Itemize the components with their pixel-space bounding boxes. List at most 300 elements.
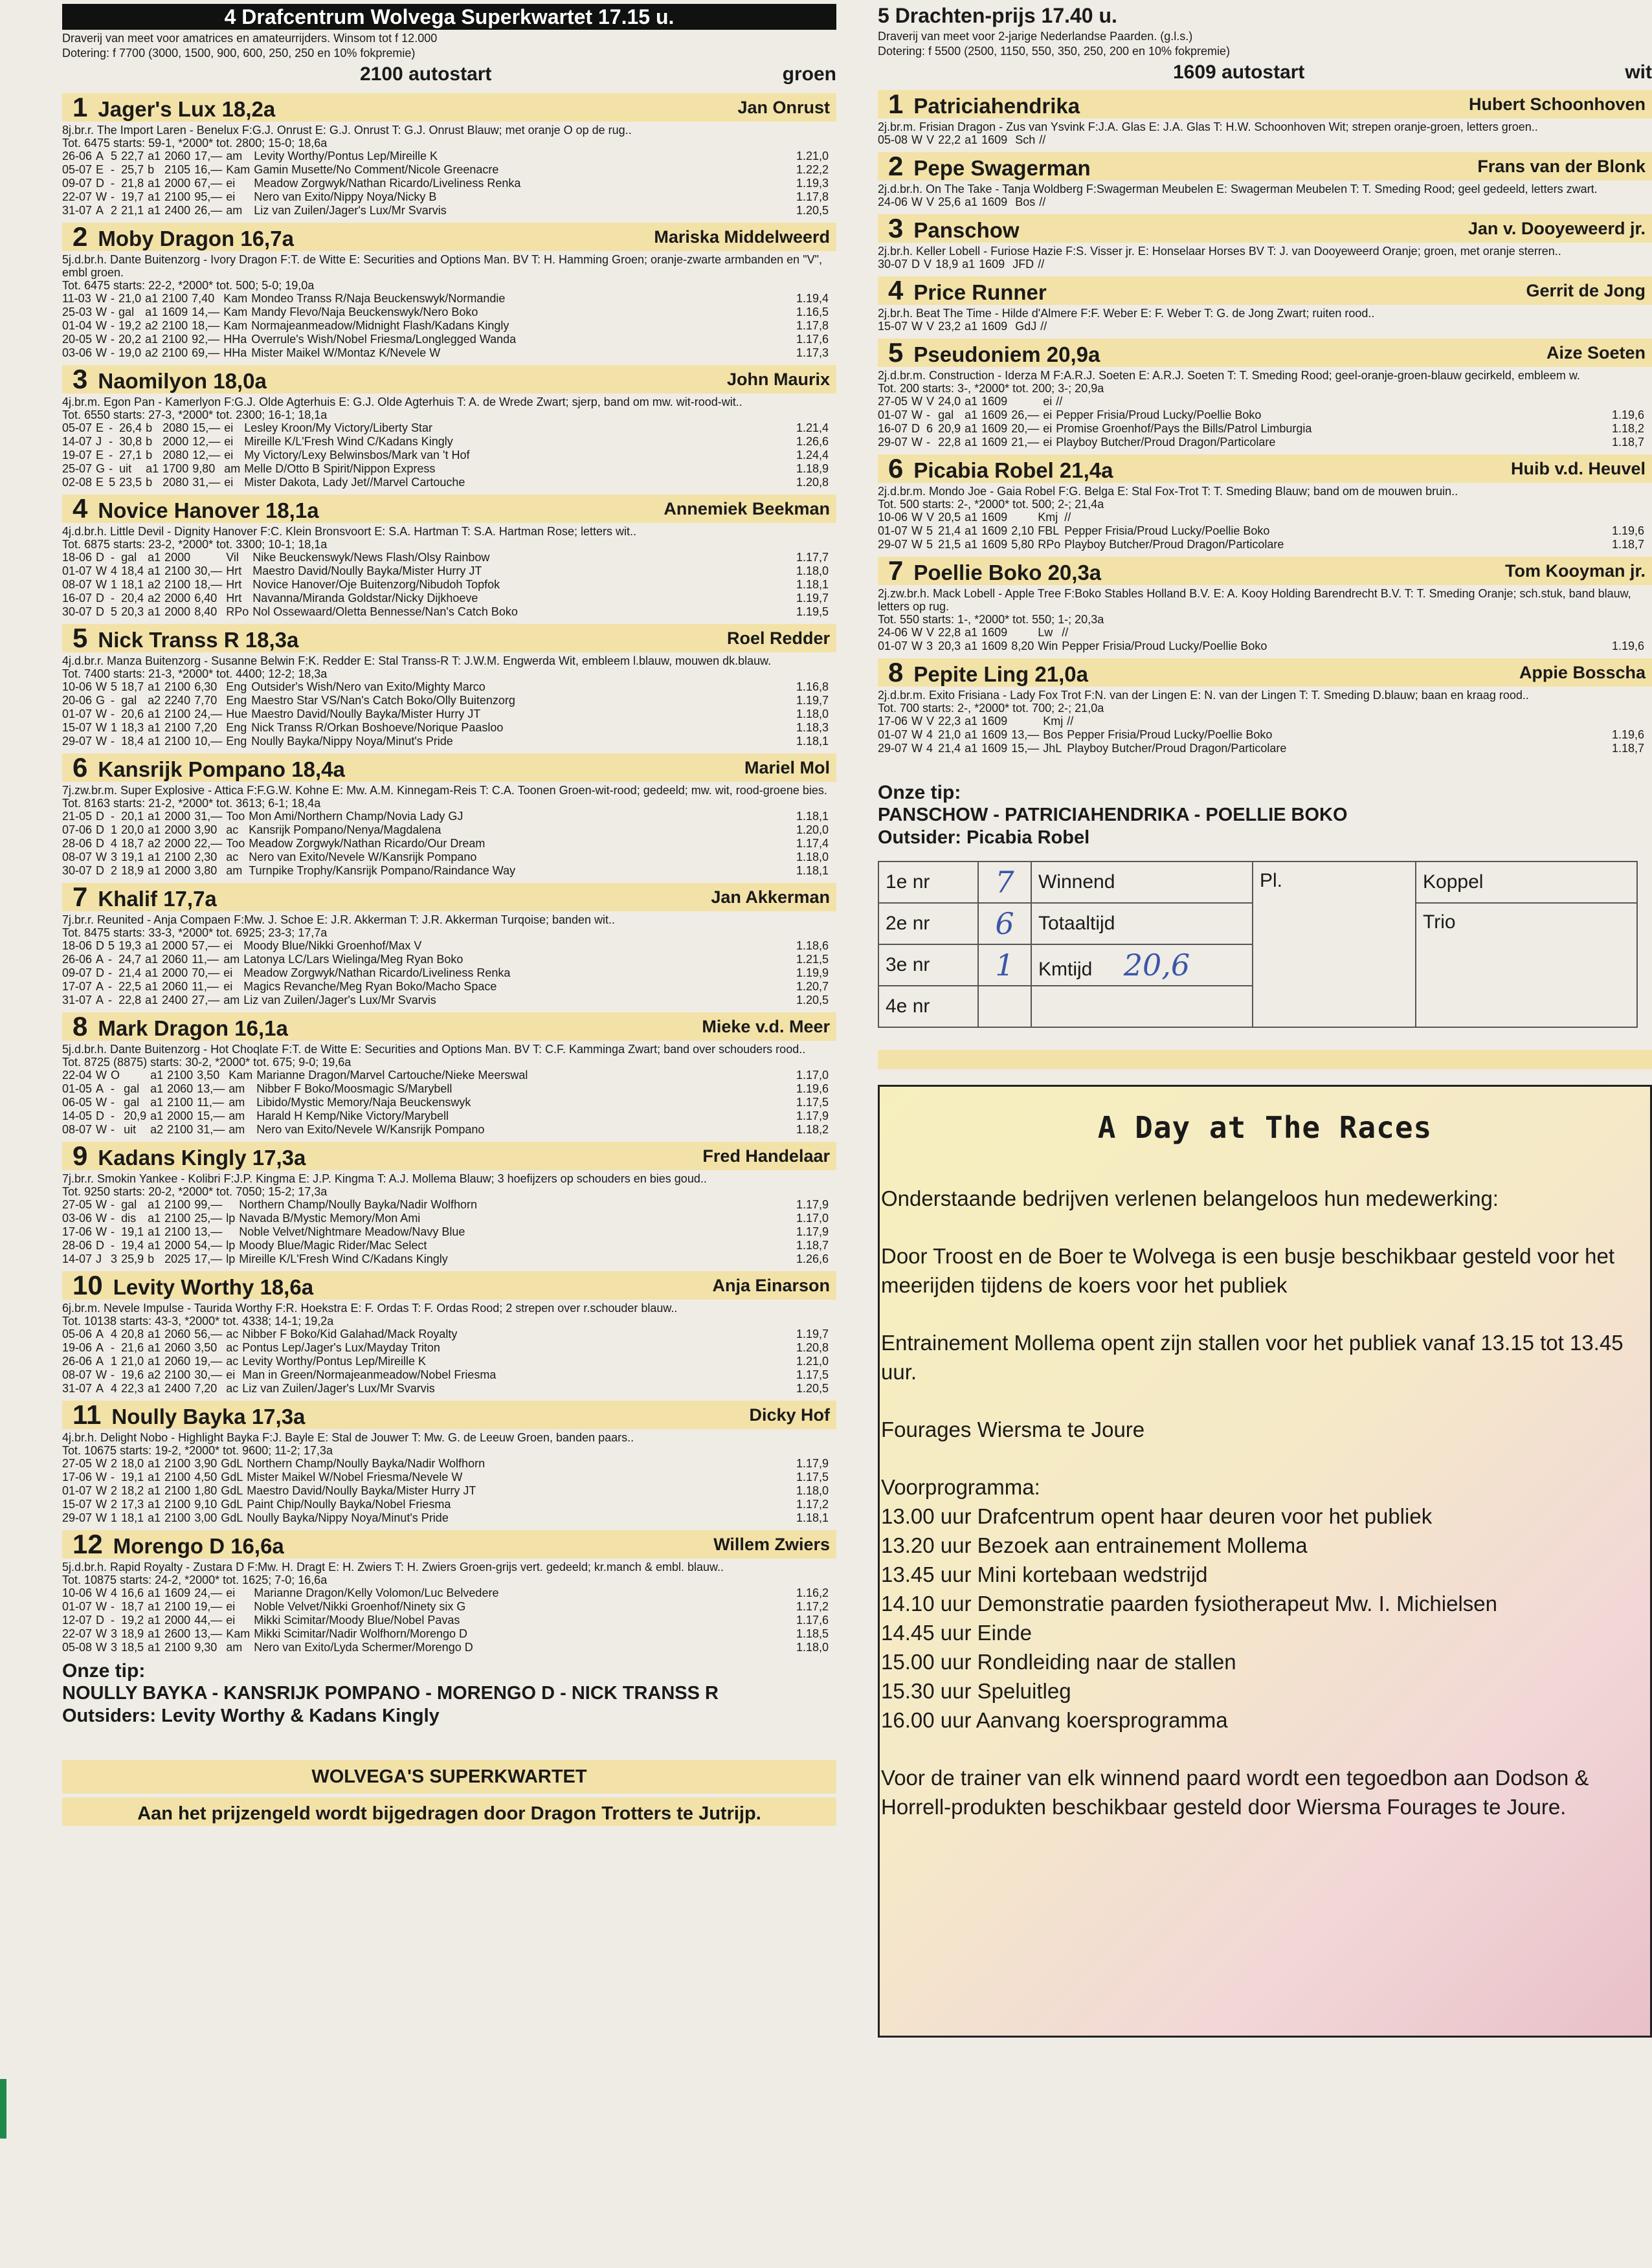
horse-title [888, 453, 1113, 484]
race-history-cell: 1.20,5 [796, 1382, 829, 1395]
race-history-cell: 6 [926, 422, 933, 435]
race-history-table [878, 195, 1652, 209]
race-history-cell: a1 [150, 1096, 164, 1109]
race-history-cell: - [111, 190, 115, 203]
race-history-row [62, 435, 836, 449]
race-history-row [62, 163, 836, 177]
horse-driver: Gerrit de Jong [1526, 280, 1646, 300]
race-history-cell: 1.17,9 [796, 1109, 829, 1122]
race-history-cell: Lesley Kroon/My Victory/Liberty Star [244, 421, 433, 434]
race-history-cell: 18,2 [121, 1484, 144, 1497]
race-history-cell: 2100 [164, 1484, 191, 1497]
race-history-cell: 20,3 [938, 639, 961, 652]
race-history-cell: gal [121, 1198, 137, 1211]
race-history-cell: 20,5 [938, 511, 961, 524]
race-history-cell: ac [226, 1341, 239, 1354]
race-history-cell: a1 [148, 810, 161, 823]
race-history-cell [1644, 133, 1652, 147]
race-history-cell: 15-07 [878, 320, 908, 333]
race-history-cell: uit [119, 462, 132, 475]
race-history-cell: 12,— [192, 435, 221, 448]
race-history-cell: 9,80 [192, 462, 216, 475]
horse-description: 4j.d.br.h. Little Devil - Dignity Hanover F:C. Klein Bronsvoort E: S.A. Hartman T: S.A. Hartman Rose; letters wit.. Tot. 6875 starts: 23-2, *2000* tot. 3300; 10-1; 18,1a [62, 525, 636, 551]
race-history-cell: GdL [221, 1498, 243, 1511]
race-history-cell: 1.18,6 [796, 939, 829, 952]
race-history-row [62, 980, 836, 994]
race-history-cell: - [108, 994, 113, 1006]
form-field-2: Totaaltijd [1031, 903, 1253, 944]
race-history-cell: 31-07 [62, 204, 93, 217]
race-history-cell: D [96, 1239, 105, 1252]
horse-number: 1 [888, 89, 904, 119]
horse-driver: Mariel Mol [744, 757, 830, 777]
race-history-cell: 5,80 [1011, 538, 1034, 551]
race-history-cell: Kansrijk Pompano/Nenya/Magdalena [249, 823, 441, 836]
race-history-cell: a1 [148, 1498, 161, 1511]
race-history-cell: a1 [148, 864, 161, 877]
form-hand-2[interactable]: 6 [978, 903, 1031, 944]
race-history-cell: 22,7 [121, 150, 144, 162]
race-history-cell: a1 [965, 436, 978, 449]
race-history-cell: am [226, 864, 243, 877]
race-history-cell: E [96, 421, 104, 434]
race-4-color: groen [782, 63, 836, 85]
race-history-cell: 01-07 [62, 1600, 93, 1613]
race-5-conditions: Draverij van meet voor 2-jarige Nederlandse Paarden. (g.l.s.) [878, 30, 1193, 43]
race-history-table [878, 320, 1652, 333]
race-history-cell: am [229, 1109, 245, 1122]
race-history-cell: 1.18,2 [1611, 422, 1644, 435]
horse-number: 8 [73, 1011, 88, 1041]
race-history-cell: a1 [145, 980, 159, 993]
race-history-cell: a1 [965, 626, 978, 639]
horse-description: 2j.br.h. Beat The Time - Hilde d'Almere F:F. Weber E: F. Weber T: G. de Jong Zwart; ruiten rood.. [878, 307, 1375, 320]
race-history-cell: 1.18,9 [796, 462, 829, 475]
race-history-cell: W [96, 1600, 107, 1613]
race-history-cell: 18,1 [121, 1511, 144, 1524]
race-history-cell: Pepper Frisia/Proud Lucky/Poellie Boko [1067, 728, 1273, 741]
race-history-cell: A [96, 150, 104, 162]
horse-number: 8 [888, 657, 904, 687]
race-history-cell: 20,0 [121, 823, 144, 836]
race-history-cell: 22,— [194, 837, 223, 850]
race-history-cell: W [96, 292, 107, 305]
race-history-row [878, 436, 1652, 449]
race-history-cell: 1.18,3 [796, 721, 829, 734]
race-history-cell: 2600 [164, 1627, 191, 1640]
race-history-cell: 5 [926, 524, 933, 537]
race-history-cell: Kam [223, 306, 248, 318]
race-history-row [62, 1382, 836, 1395]
race-history-cell: 30-07 [62, 605, 93, 618]
race-history-cell: ei [1043, 395, 1053, 408]
form-hand-3[interactable]: 1 [978, 944, 1031, 986]
race-history-cell: a1 [965, 195, 978, 208]
race-history-row [878, 626, 1652, 639]
race-history-cell: W [96, 1096, 107, 1109]
horse-driver: Huib v.d. Heuvel [1510, 458, 1646, 478]
race-history-table [62, 680, 836, 748]
race-history-cell: 22,8 [938, 626, 961, 639]
race-history-cell: 1.18,1 [796, 810, 829, 823]
race-history-cell: 1.17,2 [796, 1600, 829, 1613]
race-history-cell: a2 [148, 578, 161, 591]
race-history-cell: 4,50 [194, 1471, 218, 1484]
race-history-cell: - [111, 1614, 115, 1627]
race-history-cell: W [911, 511, 923, 524]
horse-title [888, 275, 1047, 306]
race-history-cell: V [926, 511, 935, 524]
race-history-cell: D [96, 605, 105, 618]
race-history-cell: 29-07 [62, 1511, 93, 1524]
race-history-cell: 26,— [194, 204, 223, 217]
race-history-cell: 1.17,9 [796, 1457, 829, 1470]
race-history-cell: 22,8 [938, 436, 961, 449]
race-history-cell: 21,0 [938, 728, 961, 741]
form-label-2: 2e nr [878, 903, 978, 944]
race-history-cell: 24,7 [118, 953, 142, 966]
race-history-cell: 22,3 [938, 715, 961, 728]
race-history-cell: 5 [111, 680, 118, 693]
race-history-cell: 07-06 [62, 823, 93, 836]
race-history-cell: 2060 [164, 1328, 191, 1340]
race-history-cell: Eng [226, 735, 247, 748]
race-history-table [62, 1069, 836, 1137]
race-history-cell: 1.21,0 [796, 1355, 829, 1368]
race-history-cell: Hrt [226, 592, 242, 605]
race-history-cell: 9,30 [194, 1641, 218, 1654]
race-history-cell: 2100 [164, 735, 191, 748]
race-history-cell: a1 [148, 564, 161, 577]
race-history-cell: a2 [148, 592, 161, 605]
horse-title [73, 1399, 305, 1430]
race-history-cell: a1 [148, 551, 161, 564]
race-history-cell: - [111, 1096, 115, 1109]
race-history-cell: a1 [148, 1239, 161, 1252]
race-history-cell: Mandy Flevo/Naja Beuckenswyk/Nero Boko [251, 306, 478, 318]
race-history-cell: A [96, 953, 104, 966]
race-history-cell: 1.17,8 [796, 190, 829, 203]
race-history-cell: - [926, 408, 931, 421]
race-history-cell: 2000 [164, 177, 191, 190]
form-koppel: Koppel [1416, 862, 1637, 903]
form-field-4 [1031, 986, 1253, 1027]
horse-title [73, 92, 275, 123]
race-history-cell: 2100 [164, 1225, 191, 1238]
race-history-cell: W [96, 850, 107, 863]
horse-header [878, 339, 1652, 367]
race-history-cell: Normajeanmeadow/Midnight Flash/Kadans Kingly [251, 319, 509, 332]
race-history-cell: 20,8 [121, 1328, 144, 1340]
race-history-cell: Turnpike Trophy/Kansrijk Pompano/Raindance Way [249, 864, 516, 877]
race-history-cell: 2000 [164, 1239, 191, 1252]
race-history-cell: - [111, 177, 115, 190]
race-history-cell: W [911, 133, 923, 146]
race-5-start-row [878, 61, 1652, 83]
race-history-cell: 1.20,7 [796, 980, 829, 993]
race-history-cell: W [96, 1484, 107, 1497]
race-history-cell: GdL [221, 1471, 243, 1484]
race-history-cell: 3,80 [194, 864, 218, 877]
race-history-row [62, 864, 836, 878]
race-history-cell: 2060 [164, 150, 191, 162]
race-history-table [878, 626, 1652, 653]
race-history-cell: 13,— [194, 1225, 223, 1238]
race-4-tip-block [62, 1660, 836, 1728]
race-history-cell: 5 [108, 939, 115, 952]
race-history-row [62, 1614, 836, 1627]
race-history-cell: 3 [111, 850, 118, 863]
race-history-cell: 1.19,7 [796, 694, 829, 707]
race-history-cell: ei [223, 980, 233, 993]
race-history-cell: D [96, 1614, 105, 1627]
race-history-cell: 1.18,0 [796, 564, 829, 577]
horse-entry [878, 658, 1652, 755]
race-history-cell: W [96, 306, 107, 318]
ad-program-item: 14.10 uur Demonstratie paarden fysiotherapeut Mw. I. Michielsen [881, 1592, 1498, 1616]
horse-driver: John Maurix [726, 369, 830, 389]
race-history-cell: 1609 [979, 258, 1005, 271]
race-history-cell: Kam [226, 163, 251, 176]
race-history-cell: ei [226, 177, 236, 190]
race-history-cell: 1.17,8 [796, 319, 829, 332]
race-history-row [62, 1355, 836, 1368]
race-history-cell: 5 [109, 476, 116, 489]
horse-entry [878, 90, 1652, 147]
race-history-cell: J [96, 435, 102, 448]
horse-title [73, 364, 267, 395]
race-history-cell: ei [224, 435, 234, 448]
race-history-cell: 21,0 [121, 1355, 144, 1368]
race-history-cell: 1609 [981, 715, 1008, 728]
horse-entry [878, 339, 1652, 449]
race-history-cell: Harald H Kemp/Nike Victory/Marybell [256, 1109, 449, 1122]
race-history-cell: D [96, 551, 105, 564]
race-history-cell: - [111, 1368, 115, 1381]
race-history-cell: 1.21,5 [796, 953, 829, 966]
race-history-row [62, 292, 836, 306]
race-history-cell: 2100 [164, 578, 191, 591]
form-hand-4[interactable] [978, 986, 1031, 1027]
race-history-row [62, 1328, 836, 1341]
race-history-cell: - [111, 1341, 115, 1354]
race-history-cell: 25-07 [62, 462, 93, 475]
race-history-cell: - [111, 1471, 115, 1484]
race-history-cell: a1 [145, 939, 159, 952]
race-history-cell: ac [226, 1382, 239, 1395]
race-history-table [62, 1198, 836, 1266]
race-history-cell: - [111, 333, 115, 346]
race-history-cell: ei [224, 421, 234, 434]
race-history-cell: 28-06 [62, 1239, 93, 1252]
horse-description: 5j.d.br.h. Rapid Royalty - Zustara D F:Mw. H. Dragt E: H. Zwiers T: H. Zwiers Groen-grijs vert. gedeeld; kr.manch & embl. blauw.. Tot. 10875 starts: 24-2, *2000* tot. 1625; 7-0; 16,6a [62, 1561, 724, 1586]
race-history-cell: lp [226, 1212, 236, 1225]
race-history-cell: W [96, 1586, 107, 1599]
race-history-cell: 29-07 [62, 735, 93, 748]
race-history-cell: 20,9 [938, 422, 961, 435]
form-field-3-hand[interactable]: 20,6 [1123, 948, 1190, 983]
race-history-cell: a1 [148, 721, 161, 734]
race-history-cell: a1 [148, 850, 161, 863]
race-history-cell: Win [1038, 639, 1058, 652]
horse-description: 2j.d.br.m. Mondo Joe - Gaia Robel F:G. Belga E: Stal Fox-Trot T: T. Smeding Blauw; band om de mouwen bruin.. Tot. 500 starts: 2-, *2000* tot. 500; 2-; 21,4a [878, 485, 1458, 511]
form-field-3-label: Kmtijd [1038, 959, 1093, 980]
race-5-horse-list [878, 90, 1652, 755]
race-history-cell: W [96, 346, 107, 359]
race-history-row [62, 1457, 836, 1471]
race-history-cell: RPo [1038, 538, 1061, 551]
race-history-cell: ac [226, 1328, 239, 1340]
race-history-cell: // [1040, 320, 1047, 333]
race-history-cell: Overrule's Wish/Nobel Friesma/Longlegged Wanda [251, 333, 517, 346]
race-history-cell: dis [121, 1212, 137, 1225]
race-history-cell: 2000 [164, 864, 191, 877]
race-history-cell: Magics Revanche/Meg Ryan Boko/Macho Space [243, 980, 497, 993]
horse-entry [878, 276, 1652, 333]
race-history-cell: 09-07 [62, 966, 93, 979]
horse-entry [62, 1012, 836, 1137]
race-history-cell: Northern Champ/Noully Bayka/Nadir Wolfhorn [239, 1198, 478, 1211]
race-history-cell: 12,— [192, 449, 221, 461]
race-history-cell: am [229, 1096, 245, 1109]
race-history-cell: V [926, 133, 935, 146]
race-history-cell: Meadow Zorgwyk/Nathan Ricardo/Liveliness Renka [254, 177, 521, 190]
race-history-cell: 1.19,7 [796, 1328, 829, 1340]
race-history-row [62, 1484, 836, 1498]
race-history-cell: 1 [111, 578, 118, 591]
horse-name: Price Runner [913, 280, 1047, 304]
race-history-cell: 1.17,0 [796, 1069, 829, 1082]
race-history-cell: Nike Beuckenswyk/News Flash/Olsy Rainbow [252, 551, 490, 564]
race-history-cell: ei [226, 190, 236, 203]
horse-name: Poellie Boko 20,3a [913, 561, 1102, 584]
race-history-cell: D [96, 810, 105, 823]
race-history-cell: 56,— [194, 1328, 223, 1340]
race-history-cell: 18-06 [62, 939, 93, 952]
race-history-table [878, 258, 1652, 271]
race-history-cell: 14-07 [62, 1252, 93, 1265]
race-history-cell: Nick Transs R/Orkan Boshoeve/Norique Paasloo [251, 721, 504, 734]
race-history-cell: W [96, 1198, 107, 1211]
race-history-cell: A [96, 1082, 104, 1095]
race-history-cell: Nibber F Boko/Moosmagic S/Marybell [256, 1082, 452, 1095]
horse-name: Levity Worthy 18,6a [113, 1275, 314, 1299]
horse-entry [62, 1401, 836, 1525]
race-history-cell: ei [224, 449, 234, 461]
horse-title [73, 1011, 288, 1042]
race-history-cell: - [111, 1212, 115, 1225]
horse-title [73, 623, 298, 654]
race-history-cell: Bos [1015, 195, 1036, 208]
horse-entry [878, 152, 1652, 209]
horse-number: 2 [888, 151, 904, 181]
race-history-cell: 7,70 [194, 694, 218, 707]
horse-description: 7j.zw.br.m. Super Explosive - Attica F:F.G.W. Kohne E: Mw. A.M. Kinnegam-Reis T: C.A. Toonen Groen-wit-rood; gedeeld; mw. wit, rood-groene bies. Tot. 8163 starts: 21-2, *2000* tot. 3613; 6-1; 18,4a [62, 784, 827, 810]
horse-description: 5j.d.br.h. Dante Buitenzorg - Ivory Dragon F:T. de Witte E: Securities and Options Man. BV T: H. Hamming Groen; oranje-zwarte armbanden en "V", embl groen. Tot. 6475 starts: 22-2, *2000* tot. 500; 5-0; 19,0a [62, 253, 822, 292]
horse-number: 5 [73, 623, 88, 653]
race-history-cell: 2 [111, 1457, 118, 1470]
horse-title [888, 151, 1091, 182]
race-history-cell: a2 [148, 694, 161, 707]
race-history-cell: - [111, 694, 115, 707]
race-history-cell: FBL [1038, 524, 1060, 537]
race-history-cell: a2 [148, 1368, 161, 1381]
race-history-cell: 18,7 [121, 680, 144, 693]
race-history-cell: 2 [111, 1484, 118, 1497]
race-history-cell: 2060 [162, 953, 188, 966]
race-history-row [62, 939, 836, 953]
race-history-row [62, 1368, 836, 1382]
race-history-cell: 5 [926, 538, 933, 551]
horse-number: 2 [73, 221, 88, 252]
race-history-row [878, 422, 1652, 436]
race-history-cell: a1 [145, 994, 159, 1006]
race-history-cell: a2 [145, 319, 159, 332]
horse-header [62, 1142, 836, 1170]
race-history-row [878, 639, 1652, 653]
race-history-row [62, 850, 836, 864]
race-history-cell: - [108, 980, 113, 993]
race-history-cell: 19,7 [121, 190, 144, 203]
horse-number: 10 [73, 1270, 103, 1300]
form-hand-1[interactable]: 7 [978, 862, 1031, 903]
race-history-cell: 1609 [162, 306, 188, 318]
race-history-cell: 21,— [1011, 436, 1040, 449]
race-history-cell: 70,— [192, 966, 220, 979]
race-history-cell: b [146, 476, 153, 489]
race-history-cell: 23,2 [938, 320, 961, 333]
race-history-cell: // [1067, 715, 1074, 728]
race-history-cell: 22-07 [62, 190, 93, 203]
horse-entry [62, 495, 836, 619]
race-history-cell: // [1039, 133, 1046, 146]
race-history-cell: 9,10 [194, 1498, 218, 1511]
race-history-row [62, 476, 836, 489]
race-history-cell: a1 [965, 422, 978, 435]
horse-name: Khalif 17,7a [98, 887, 217, 911]
race-history-cell: Liz van Zuilen/Jager's Lux/Mr Svarvis [254, 204, 447, 217]
race-history-cell: 27,1 [119, 449, 142, 461]
race-history-cell: 2000 [162, 435, 189, 448]
race-history-cell: 26,4 [119, 421, 142, 434]
race-history-cell: ei [226, 1600, 236, 1613]
race-history-cell: A [96, 994, 104, 1006]
race-history-cell: 19,6 [121, 1368, 144, 1381]
race-history-cell: a1 [148, 1484, 161, 1497]
race-history-cell: W [96, 319, 107, 332]
race-history-row [62, 1225, 836, 1239]
race-history-cell: 1.18,1 [796, 1511, 829, 1524]
horse-driver: Mieke v.d. Meer [702, 1016, 830, 1036]
race-history-cell: - [111, 163, 115, 176]
race-history-cell [1011, 626, 1038, 639]
race-history-cell: D [911, 422, 921, 435]
race-history-cell: 1.20,0 [796, 823, 829, 836]
race-history-cell: Playboy Butcher/Proud Dragon/Particolare [1064, 538, 1284, 551]
race-history-cell: 13,— [194, 1627, 223, 1640]
race-history-cell: 2100 [164, 1368, 191, 1381]
race-history-cell: Kmj [1038, 511, 1058, 524]
yellow-divider [878, 1050, 1652, 1069]
race-history-cell: Moody Blue/Magic Rider/Mac Select [239, 1239, 427, 1252]
race-history-cell: W [96, 1368, 107, 1381]
race-history-cell: D [96, 177, 105, 190]
race-5-title: 5 Drachten-prijs 17.40 u. [878, 4, 1117, 27]
race-history-cell: O [111, 1069, 120, 1082]
race-history-cell: 25,7 [121, 163, 144, 176]
race-history-row [62, 1082, 836, 1096]
horse-header [62, 624, 836, 652]
